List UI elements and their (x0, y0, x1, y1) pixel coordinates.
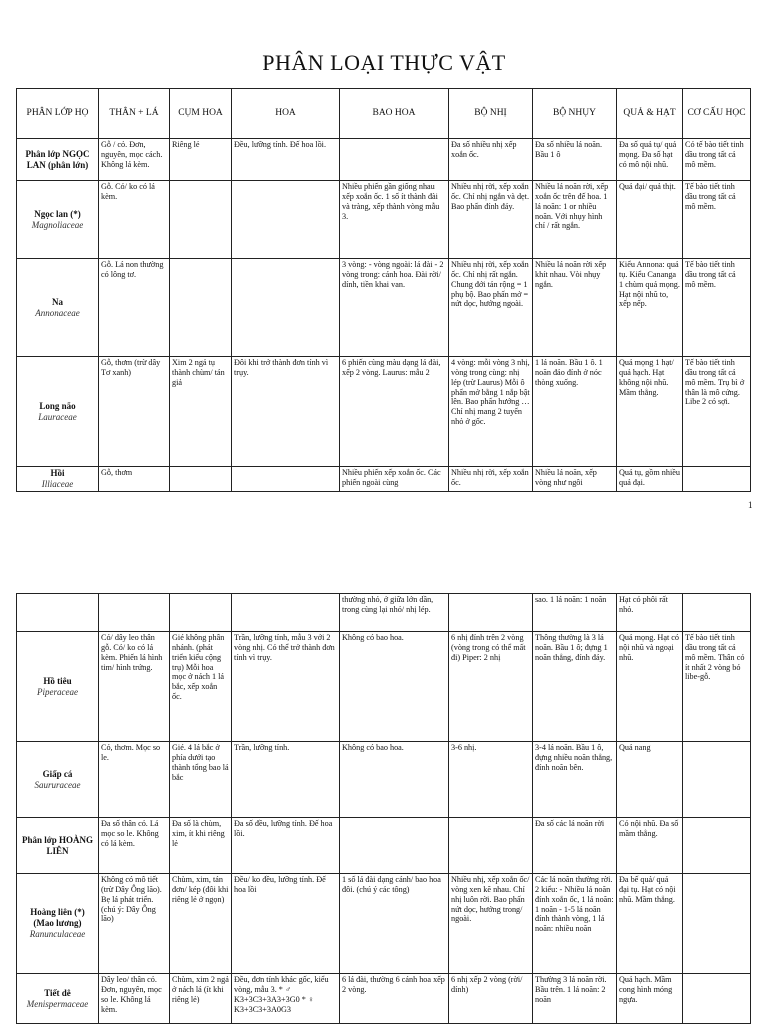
table-cell: Đều, lưỡng tính. Đế hoa lồi. (232, 139, 340, 181)
table-cell: Nhiều nhị, xếp xoắn ốc/ vòng xen kẽ nhau. Chỉ nhị luôn rời. Bao phấn nứt dọc, hướng trong/ ngoài. (449, 874, 533, 974)
table-cell: 6 nhị xếp 2 vòng (rời/ dính) (449, 974, 533, 1024)
table-cell: 1 lá noãn. Bầu 1 ô. 1 noãn đảo đính ở nóc thòng xuống. (533, 357, 617, 467)
table-cell: Nhiều nhị rời, xếp xoắn ốc. (449, 467, 533, 492)
table-cell: 6 phiến cùng màu dạng lá đài, xếp 2 vòng. Laurus: mẫu 2 (340, 357, 449, 467)
table-cell: Tế bào tiết tinh dầu trong tất cả mô mềm. Trụ bì ở thân là mô cứng. Libe 2 có sợi. (683, 357, 751, 467)
family-cell (17, 139, 99, 181)
table-row (17, 594, 751, 632)
classification-table-part-2 (16, 593, 751, 1024)
family-cell (17, 974, 99, 1024)
family-name: Hồ tiêu (43, 675, 72, 686)
table-row (17, 974, 751, 1024)
table-row (17, 632, 751, 742)
family-cell (17, 594, 99, 632)
scientific-name: Magnoliaceae (31, 219, 84, 230)
table-cell: Riêng lẻ (170, 139, 232, 181)
table-row (17, 874, 751, 974)
table-cell: Quả mọng. Hạt có nội nhũ và ngoại nhũ. (617, 632, 683, 742)
table-cell (232, 467, 340, 492)
table-cell: Gỗ, thơm (99, 467, 170, 492)
header-cell: HOA (232, 89, 340, 139)
table-cell: Trần, lưỡng tính. (232, 742, 340, 818)
table-row (17, 259, 751, 357)
table-cell: Gỗ. Có/ ko có lá kèm. (99, 181, 170, 259)
table-cell: Nhiều nhị rời, xếp xoắn ốc. Chỉ nhị ngắn và dẹt. Bao phấn đính đáy. (449, 181, 533, 259)
table-cell: Tế bào tiết tinh dầu trong tất cả mô mềm. (683, 259, 751, 357)
table-cell: Quả nang (617, 742, 683, 818)
page-title: PHÂN LOẠI THỰC VẬT (262, 50, 506, 75)
table-cell: Có nội nhũ. Đa số mầm thẳng. (617, 818, 683, 874)
header-cell: PHÂN LỚP HỌ (17, 89, 99, 139)
family-name: Long não (39, 400, 76, 411)
header-cell: BAO HOA (340, 89, 449, 139)
table-cell: Thông thường là 3 lá noãn. Bầu 1 ô; đựng 1 noãn thẳng, đính đáy. (533, 632, 617, 742)
table-cell: Gỗ, thơm (trừ dây Tơ xanh) (99, 357, 170, 467)
header-cell: QUẢ & HẠT (617, 89, 683, 139)
table-cell: 4 vòng: mỗi vòng 3 nhị, vòng trong cùng: nhị lép (trừ Laurus) Mỗi ô phấn mở bằng 1 nắp bật lên. Bao phấn hướng … Chỉ nhị mang 2 tuyến nhỏ ở gốc. (449, 357, 533, 467)
family-name: Phân lớp NGỌC LAN (phân lớn) (25, 148, 90, 170)
family-name: Hồi (50, 468, 65, 478)
table-cell: Quả đại/ quả thịt. (617, 181, 683, 259)
table-cell: 3 vòng: - vòng ngoài: lá đài - 2 vòng trong: cánh hoa. Đài rời/ dính, tiền khai van. (340, 259, 449, 357)
table-cell: Các lá noãn thường rời. 2 kiểu: - Nhiều lá noãn đính xoắn ốc, 1 lá noãn: 1 noãn - 1-5 lá noãn đính thành vòng, 1 lá noãn: nhiều noãn (533, 874, 617, 974)
table-cell (340, 139, 449, 181)
scientific-name: Piperaceae (37, 686, 78, 697)
table-cell: Không có mô tiết (trừ Dây Ông lão). Bẹ lá phát triển. (chú ý: Dây Ông lão) (99, 874, 170, 974)
family-name: Tiết dê (44, 987, 71, 998)
page-number: 1 (748, 500, 753, 510)
table-cell: Đôi khi trở thành đơn tính vì trụy. (232, 357, 340, 467)
table-cell (683, 974, 751, 1024)
table-row (17, 357, 751, 467)
family-cell (17, 818, 99, 874)
table-cell (170, 467, 232, 492)
header-cell: THÂN + LÁ (99, 89, 170, 139)
table-cell: Nhiều lá noãn, xếp vòng như ngôi (533, 467, 617, 492)
table-cell: Nhiều phiến xếp xoắn ốc. Các phiến ngoài cùng (340, 467, 449, 492)
table-cell: Có tế bào tiết tinh dầu trong tất cả mô mềm. (683, 139, 751, 181)
table-cell: Nhiều lá noãn rời, xếp xoắn ốc trên đế hoa. 1 lá noãn: 1 or nhiều noãn. Với nhụy hình chỉ / rất ngắn. (533, 181, 617, 259)
table-cell (340, 818, 449, 874)
table-cell: Gié không phân nhánh. (phát triển kiểu cộng trụ) Mỗi hoa mọc ở nách 1 lá bắc, xếp xoắn ốc. (170, 632, 232, 742)
table-cell: Hạt có phôi rất nhỏ. (617, 594, 683, 632)
table-cell (683, 818, 751, 874)
family-name: Phân lớp HOÀNG LIÊN (22, 834, 93, 856)
scientific-name: Annonaceae (35, 307, 80, 318)
table-cell: Quả tụ, gồm nhiều quả đại. (617, 467, 683, 492)
table-cell: Đa số là chùm, xim, ít khi riêng lẻ (170, 818, 232, 874)
table-row (17, 181, 751, 259)
table-row (17, 742, 751, 818)
table-cell: Thường 3 lá noãn rời. Bầu trên. 1 lá noãn: 2 noãn (533, 974, 617, 1024)
table-cell: Gỗ. Lá non thường có lông tơ. (99, 259, 170, 357)
table-cell: Gỗ / cỏ. Đơn, nguyên, mọc cách. Không lá kèm. (99, 139, 170, 181)
scientific-name: Saururaceae (34, 779, 81, 790)
table-row (17, 139, 751, 181)
table-cell: Đa số đều, lưỡng tính. Đế hoa lồi. (232, 818, 340, 874)
table-cell (232, 181, 340, 259)
table-cell: Nhiều nhị rời, xếp xoắn ốc. Chỉ nhị rất ngắn. Chung đới tán rộng = 1 phụ bộ. Bao phấn mở = nứt dọc, hướng ngoài. (449, 259, 533, 357)
family-name: Na (52, 296, 63, 307)
table-cell: Nhiều lá noãn rời xếp khít nhau. Vòi nhụy ngắn. (533, 259, 617, 357)
table-cell (683, 594, 751, 632)
header-cell: CỤM HOA (170, 89, 232, 139)
table-cell: Cỏ/ dây leo thân gỗ. Có/ ko có lá kèm. Phiến lá hình tim/ hình trứng. (99, 632, 170, 742)
family-name: Ngọc lan (*) (34, 208, 81, 219)
table-cell: Kiểu Annona: quả tụ. Kiểu Cananga 1 chùm quả mọng. Hạt nội nhũ to, xếp nếp. (617, 259, 683, 357)
table-cell: Gié. 4 lá bắc ở phía dưới tạo thành tổng bao lá bắc (170, 742, 232, 818)
table-cell: Dây leo/ thân cỏ. Đơn, nguyên, mọc so le. Không lá kèm. (99, 974, 170, 1024)
table-cell: Xim 2 ngả tụ thành chùm/ tán giả (170, 357, 232, 467)
table-cell: Tế bào tiết tinh dầu trong tất cả mô mềm. (683, 181, 751, 259)
table-cell (170, 259, 232, 357)
table-cell: Chùm, xim 2 ngả ở nách lá (ít khi riêng lẻ) (170, 974, 232, 1024)
table-cell: 3-6 nhị. (449, 742, 533, 818)
table-cell: Đa số các lá noãn rời (533, 818, 617, 874)
header-cell: BỘ NHỊ (449, 89, 533, 139)
table-cell (449, 594, 533, 632)
header-cell: BỘ NHỤY (533, 89, 617, 139)
table-cell: Quả hạch. Mầm cong hình móng ngựa. (617, 974, 683, 1024)
table-cell: Cỏ, thơm. Mọc so le. (99, 742, 170, 818)
table-cell: Đa số nhiều lá noãn. Bầu 1 ô (533, 139, 617, 181)
table-cell: 6 nhị đính trên 2 vòng (vòng trong có thể mất đi) Piper: 2 nhị (449, 632, 533, 742)
table-cell (232, 594, 340, 632)
header-cell: CƠ CẤU HỌC (683, 89, 751, 139)
table-row (17, 467, 751, 492)
scientific-name: Illiaceae (41, 478, 74, 489)
table-cell: 6 lá đài, thường 6 cánh hoa xếp 2 vòng. (340, 974, 449, 1024)
table-cell (170, 181, 232, 259)
table-cell (683, 467, 751, 492)
family-cell (17, 181, 99, 259)
family-cell (17, 259, 99, 357)
scientific-name: Ranunculaceae (29, 928, 86, 939)
family-cell (17, 467, 99, 492)
table-cell: Nhiều phiến gần giống nhau xếp xoắn ốc. 1 số ít thành đài và tràng, xếp thành vòng mẫu 3. (340, 181, 449, 259)
family-cell (17, 632, 99, 742)
table-cell (683, 874, 751, 974)
scientific-name: Menispermaceae (26, 998, 89, 1009)
table-cell (99, 594, 170, 632)
table-cell: Không có bao hoa. (340, 742, 449, 818)
table-cell: Quả mọng 1 hạt/ quả hạch. Hạt không nội nhũ. Mầm thẳng. (617, 357, 683, 467)
table-cell: Không có bao hoa. (340, 632, 449, 742)
family-name: Giấp cá (42, 768, 73, 779)
table-cell: Đa bế quả/ quả đại tụ. Hạt có nội nhũ. Mầm thẳng. (617, 874, 683, 974)
table-cell: 3-4 lá noãn. Bầu 1 ô, đựng nhiều noãn thẳng, đính noãn bên. (533, 742, 617, 818)
table-cell: sao. 1 lá noãn: 1 noãn (533, 594, 617, 632)
table-cell: Đều/ ko đều, lưỡng tính. Đế hoa lồi (232, 874, 340, 974)
table-cell (170, 594, 232, 632)
table-cell (232, 259, 340, 357)
table-cell (683, 742, 751, 818)
scientific-name: Lauraceae (38, 411, 77, 422)
table-cell: Đa số nhiều nhị xếp xoắn ốc. (449, 139, 533, 181)
table-cell: Trần, lưỡng tính, mẫu 3 với 2 vòng nhị. Có thể trở thành đơn tính vì trụy. (232, 632, 340, 742)
family-cell (17, 742, 99, 818)
header-row (17, 89, 751, 139)
table-cell: Đều, đơn tính khác gốc, kiểu vòng, mẫu 3. * ♂ K3+3C3+3A3+3G0 * ♀ K3+3C3+3A0G3 (232, 974, 340, 1024)
table-cell (449, 818, 533, 874)
table-row (17, 818, 751, 874)
table-cell: Tế bào tiết tinh dầu trong tất cả mô mềm. Thân có ít nhất 2 vòng bó libe-gỗ. (683, 632, 751, 742)
table-cell: Đa số quả tụ/ quả mọng. Đa số hạt có mô nội nhũ. (617, 139, 683, 181)
table-cell: Đa số thân cỏ. Lá mọc so le. Không có lá kèm. (99, 818, 170, 874)
table-cell: Chùm, xim, tán đơn/ kép (đôi khi riêng lẻ ở ngọn) (170, 874, 232, 974)
family-name: Hoàng liên (*) (Mao lương) (30, 907, 85, 929)
family-cell (17, 357, 99, 467)
family-cell (17, 874, 99, 974)
table-cell: thường nhỏ, ở giữa lớn dần, trong cùng lại nhỏ/ nhị lép. (340, 594, 449, 632)
table-cell: 1 số lá đài dạng cánh/ bao hoa đôi. (chú ý các tông) (340, 874, 449, 974)
classification-table-part-1 (16, 88, 751, 492)
